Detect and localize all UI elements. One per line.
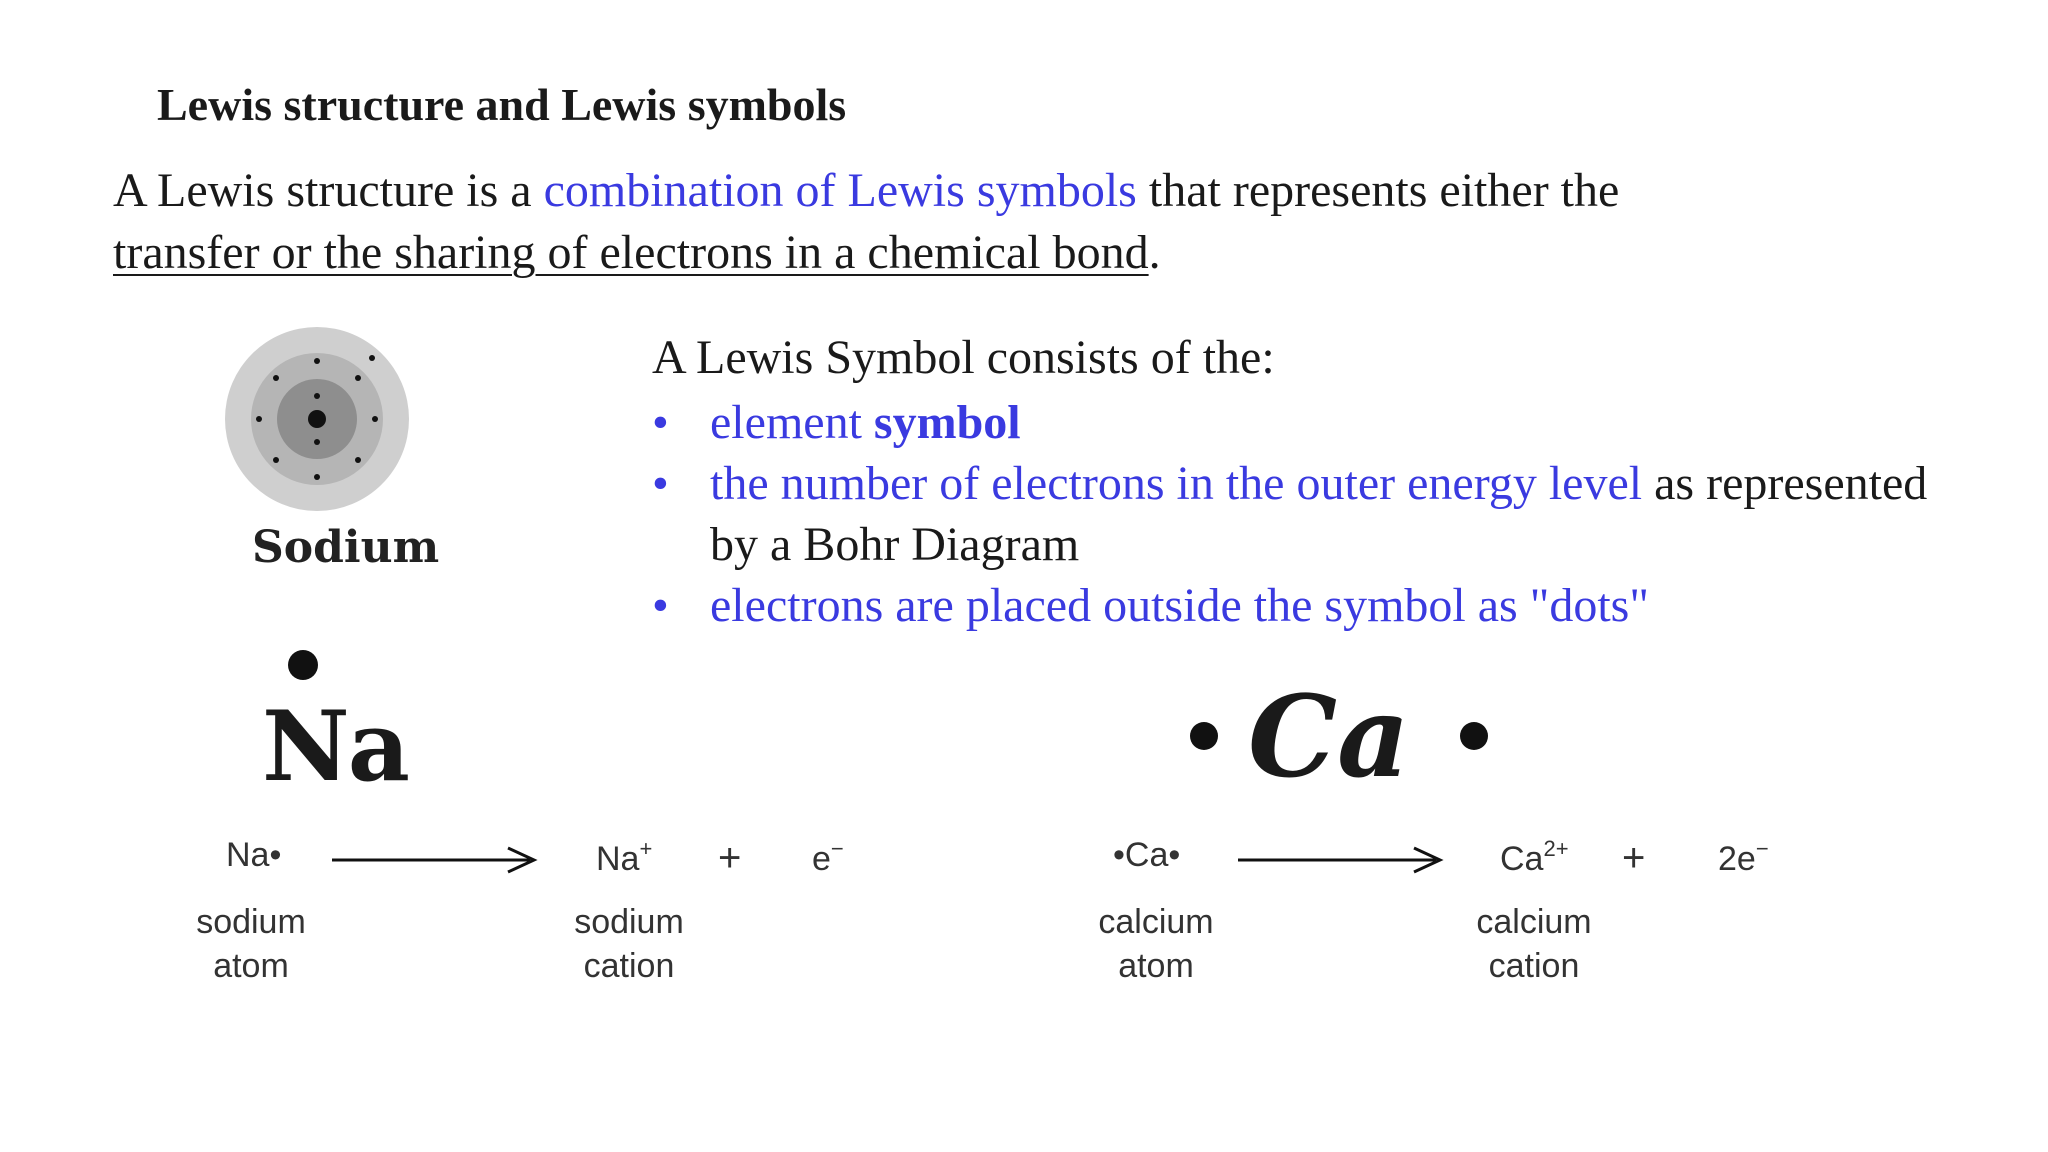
na-reactant: Na• bbox=[226, 836, 282, 874]
intro-text-1: A Lewis structure is a bbox=[113, 164, 544, 217]
na-lewis-symbol: Na bbox=[262, 690, 408, 803]
slide-title: Lewis structure and Lewis symbols bbox=[157, 79, 847, 130]
intro-text-2: that represents either the bbox=[1136, 164, 1620, 217]
na-reactant-caption bbox=[186, 900, 316, 988]
na-product bbox=[596, 836, 652, 879]
bohr-diagram-sodium bbox=[222, 324, 412, 514]
caption-line: cation bbox=[583, 947, 675, 985]
bullet-blue-bold: symbol bbox=[873, 396, 1021, 449]
bullet-marker: • bbox=[652, 396, 669, 449]
na-plus: + bbox=[718, 836, 742, 880]
symbol-heading: A Lewis Symbol consists of the: bbox=[652, 331, 1275, 384]
na-product-symbol: Na bbox=[596, 840, 640, 878]
caption-line: atom bbox=[213, 947, 289, 985]
bohr-diagram-graphic bbox=[222, 324, 412, 514]
ca-electron bbox=[1718, 836, 1769, 879]
ca-reactant: •Ca• bbox=[1113, 836, 1181, 874]
ca-plus: + bbox=[1622, 836, 1646, 880]
ca-reaction-arrow bbox=[1236, 840, 1444, 880]
caption-line: atom bbox=[1118, 947, 1194, 985]
ca-product-charge: 2+ bbox=[1543, 836, 1569, 861]
ca-electron-symbol: 2e bbox=[1718, 840, 1756, 878]
bullet-rest: as represented by a Bohr Diagram bbox=[710, 457, 1928, 571]
bullet-item bbox=[652, 575, 1952, 636]
ca-electron-charge: − bbox=[1755, 836, 1769, 861]
ca-valence-dot-left bbox=[1190, 722, 1218, 750]
intro-end: . bbox=[1148, 226, 1161, 279]
ca-product-symbol: Ca bbox=[1500, 840, 1544, 878]
intro-highlight: combination of Lewis symbols bbox=[543, 164, 1137, 217]
bullet-item bbox=[652, 392, 1952, 453]
na-product-charge: + bbox=[639, 836, 653, 861]
na-electron-symbol: e bbox=[812, 840, 831, 878]
ca-reactant-caption bbox=[1086, 900, 1226, 988]
bullet-marker: • bbox=[652, 457, 669, 510]
na-valence-dot bbox=[288, 650, 318, 680]
caption-line: cation bbox=[1488, 947, 1580, 985]
ca-product-caption bbox=[1464, 900, 1604, 988]
bullet-blue-text: electrons are placed outside the symbol as "dots" bbox=[710, 579, 1649, 632]
bullet-item bbox=[652, 453, 1952, 575]
bohr-label: Sodium bbox=[252, 522, 440, 573]
intro-paragraph bbox=[113, 160, 1973, 284]
caption-line: calcium bbox=[1476, 903, 1592, 941]
ca-lewis-symbol: Ca bbox=[1248, 672, 1410, 803]
ca-valence-dot-right bbox=[1460, 722, 1488, 750]
na-product-caption bbox=[564, 900, 694, 988]
caption-line: sodium bbox=[574, 903, 684, 941]
ca-product bbox=[1500, 836, 1569, 879]
na-reaction-arrow bbox=[330, 840, 538, 880]
caption-line: calcium bbox=[1098, 903, 1214, 941]
na-electron bbox=[812, 836, 844, 879]
intro-underlined: transfer or the sharing of electrons in a chemical bond bbox=[113, 226, 1149, 279]
caption-line: sodium bbox=[196, 903, 306, 941]
symbol-bullet-list bbox=[652, 392, 1952, 636]
na-electron-charge: − bbox=[830, 836, 844, 861]
bullet-blue-text: the number of electrons in the outer energy level bbox=[710, 457, 1643, 510]
bullet-blue-text: element bbox=[710, 396, 874, 449]
bullet-marker: • bbox=[652, 579, 669, 632]
